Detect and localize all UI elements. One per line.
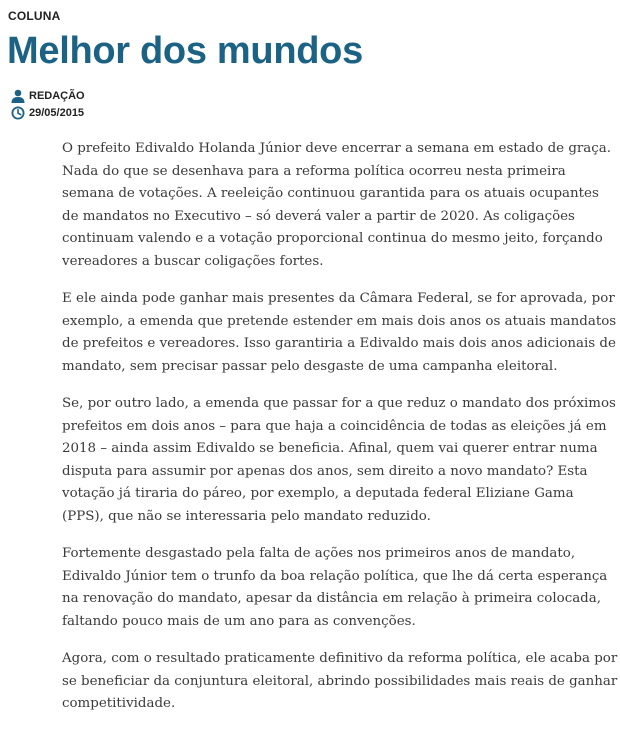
article-paragraph: Fortemente desgastado pela falta de ações nos primeiros anos de mandato, Edivaldo Júnior tem o trunfo da boa relação política, que lhe dá certa esperança na renovação do mandato, apesar da distância em relação à primeira colocada, faltando pouco mais de um ano para as convenções. bbox=[62, 546, 608, 629]
author-line bbox=[11, 89, 85, 103]
clock-icon bbox=[11, 106, 25, 120]
user-icon bbox=[11, 89, 25, 103]
publish-date: 29/05/2015 bbox=[29, 107, 85, 119]
article-paragraph: O prefeito Edivaldo Holanda Júnior deve encerrar a semana em estado de graça. Nada do que se desenhava para a reforma política ocorreu nesta primeira semana de votações. A reeleição continuou garantida para os atuais ocupantes de mandatos no Executivo – só deverá valer a partir de 2020. As coligações continuam valendo e a votação proporcional continua do mesmo jeito, forçando vereadores a buscar coligações fortes. bbox=[62, 141, 612, 269]
section-kicker: COLUNA bbox=[8, 9, 61, 23]
article-paragraph: E ele ainda pode ganhar mais presentes da Câmara Federal, se for aprovada, por exemplo, a emenda que pretende estender em mais dois anos os atuais mandatos de prefeitos e vereadores. Isso garantiria a Edivaldo mais dois anos adicionais de mandato, sem precisar passar pelo desgaste de uma campanha eleitoral. bbox=[62, 291, 617, 374]
date-line bbox=[11, 106, 84, 120]
author-name: REDAÇÃO bbox=[29, 90, 85, 102]
article-title: Melhor dos mundos bbox=[7, 30, 363, 72]
article-paragraph: Agora, com o resultado praticamente definitivo da reforma política, ele acaba por se beneficiar da conjuntura eleitoral, abrindo possibilidades mais reais de ganhar competitividade. bbox=[62, 651, 618, 711]
article-body bbox=[62, 138, 618, 731]
article-paragraph: Se, por outro lado, a emenda que passar for a que reduz o mandato dos próximos prefeitos em dois anos – para que haja a coincidência de todas as eleições já em 2018 – ainda assim Edivaldo se beneficia. Afinal, quem vai querer entrar numa disputa para assumir por apenas dos anos, sem direito a novo mandato? Esta votação já tiraria do páreo, por exemplo, a deputada federal Eliziane Gama (PPS), que não se interessaria pelo mandato reduzido. bbox=[62, 396, 616, 524]
